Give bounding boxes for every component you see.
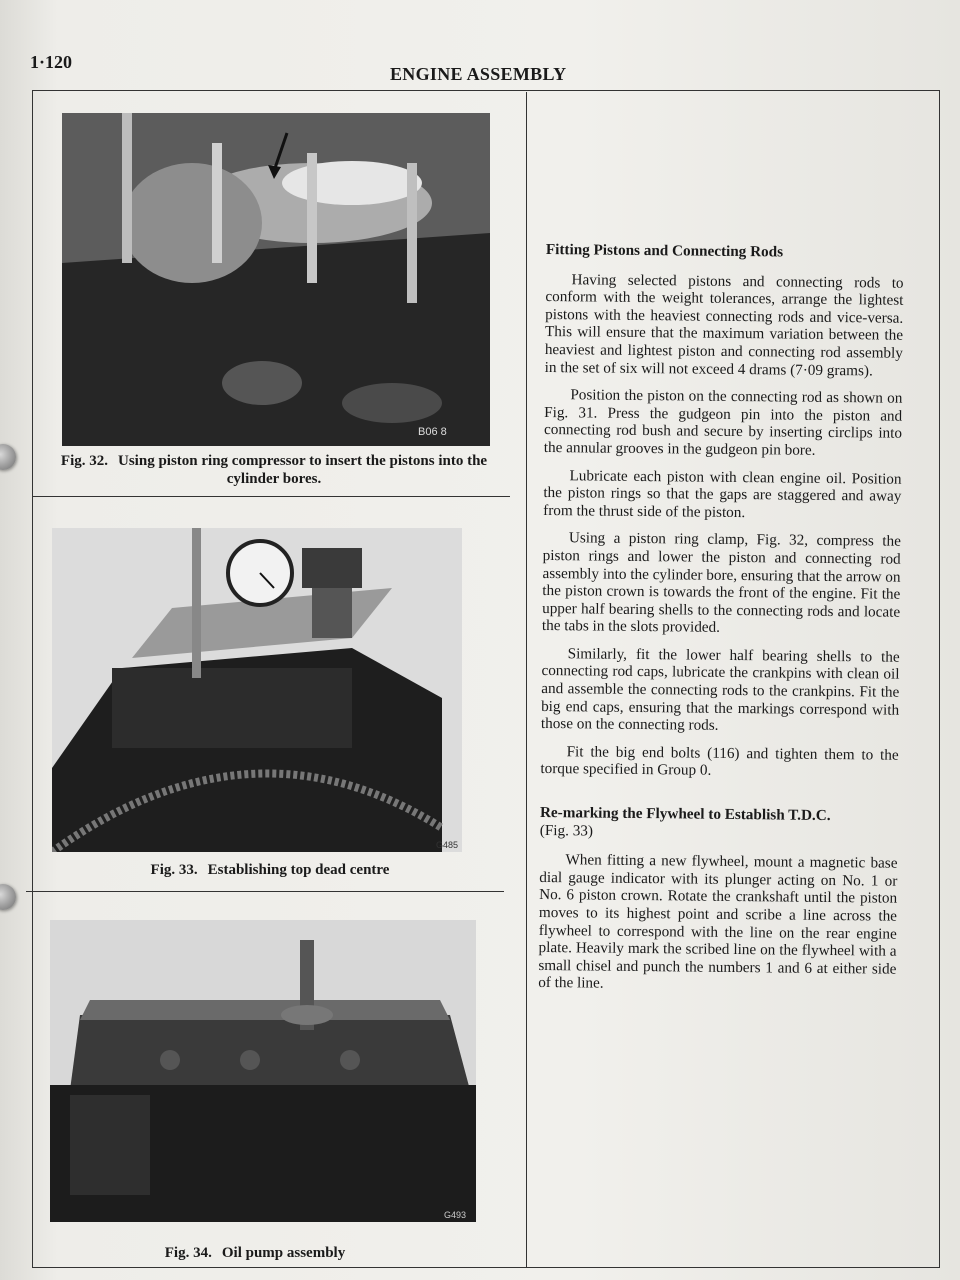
section-heading-remarking-flywheel: Re-marking the Flywheel to Establish T.D.C. xyxy=(539,804,831,825)
figure-32-label: Fig. 32. xyxy=(60,453,109,469)
section-subheading: (Fig. 33) xyxy=(539,821,594,840)
paragraph: Position the piston on the connecting rod as shown on Fig. 31. Press the gudgeon pin into the piston and connecting rod bush and secure by inserting circlips into the annular grooves in the gudgeon pin bore. xyxy=(543,386,903,459)
column-divider xyxy=(526,92,527,1268)
binder-hole xyxy=(0,884,16,910)
figure-32-photo xyxy=(62,113,490,446)
paragraph: Having selected pistons and connecting rods to conform with the weight tolerances, arrange the lightest pistons with the heaviest connecting rods and vice-versa. This will ensure that the maximum variation between the heaviest and lightest piston and connecting rod assembly in the set of six will not exceed 4 drams (7·09 grams). xyxy=(544,270,904,379)
figure-32-caption xyxy=(52,452,496,488)
page-number: 1·120 xyxy=(30,52,73,72)
figure-33-photo xyxy=(52,528,462,852)
figure-33-code: G485 xyxy=(436,840,459,850)
figure-34-code: G493 xyxy=(444,1210,467,1220)
figure-34-photo xyxy=(50,920,476,1222)
figure-32-caption-text: Using piston ring compressor to insert the pistons into the cylinder bores. xyxy=(118,453,488,487)
figure-34-caption-text: Oil pump assembly xyxy=(221,1245,346,1261)
figure-34-caption xyxy=(70,1244,440,1262)
figure-32-code: B06 8 xyxy=(418,426,447,438)
paragraph: Using a piston ring clamp, Fig. 32, compress the piston rings and lower the piston and connecting rod assembly into the cylinder bore, ensuring that the arrow on the piston crown is towards the front of the engine. Fit the upper half bearing shells to the connecting rods and locate the tabs in the slots provided. xyxy=(541,529,901,637)
section-heading-fitting-pistons: Fitting Pistons and Connecting Rods xyxy=(545,241,784,261)
paragraph: Lubricate each piston with clean engine oil. Position the piston rings so that the gaps are staggered and away from the thrust side of the piston. xyxy=(543,466,902,521)
figure-33-label: Fig. 33. xyxy=(150,862,198,878)
paragraph: Similarly, fit the lower half bearing shells to the connecting rod caps, lubricate the crankpins with clean oil and assemble the connecting rods to the crankpins. Fit the big end caps, ensuring that the markings correspond with those on the connecting rods. xyxy=(540,645,900,735)
paragraph: Fit the big end bolts (116) and tighten them to the torque specified in Group 0. xyxy=(540,743,899,780)
binder-hole xyxy=(0,444,16,470)
figure-separator xyxy=(26,891,504,892)
paragraph: When fitting a new flywheel, mount a magnetic base dial gauge indicator with its plunger acting on No. 1 or No. 6 piston crown. Rotate the crankshaft until the piston moves to its highest point and scribe a line across the flywheel to correspond with the line on the rear engine plate. Heavily mark the scribed line on the flywheel with a small chisel and punch the numbers 1 and 6 at either side of the line. xyxy=(538,851,898,993)
text-column xyxy=(538,241,904,1006)
figure-separator xyxy=(32,496,510,497)
figure-33-caption-text: Establishing top dead centre xyxy=(207,862,390,878)
figure-33-caption xyxy=(52,861,488,879)
figure-34-label: Fig. 34. xyxy=(164,1245,212,1261)
page-title: ENGINE ASSEMBLY xyxy=(390,64,567,84)
